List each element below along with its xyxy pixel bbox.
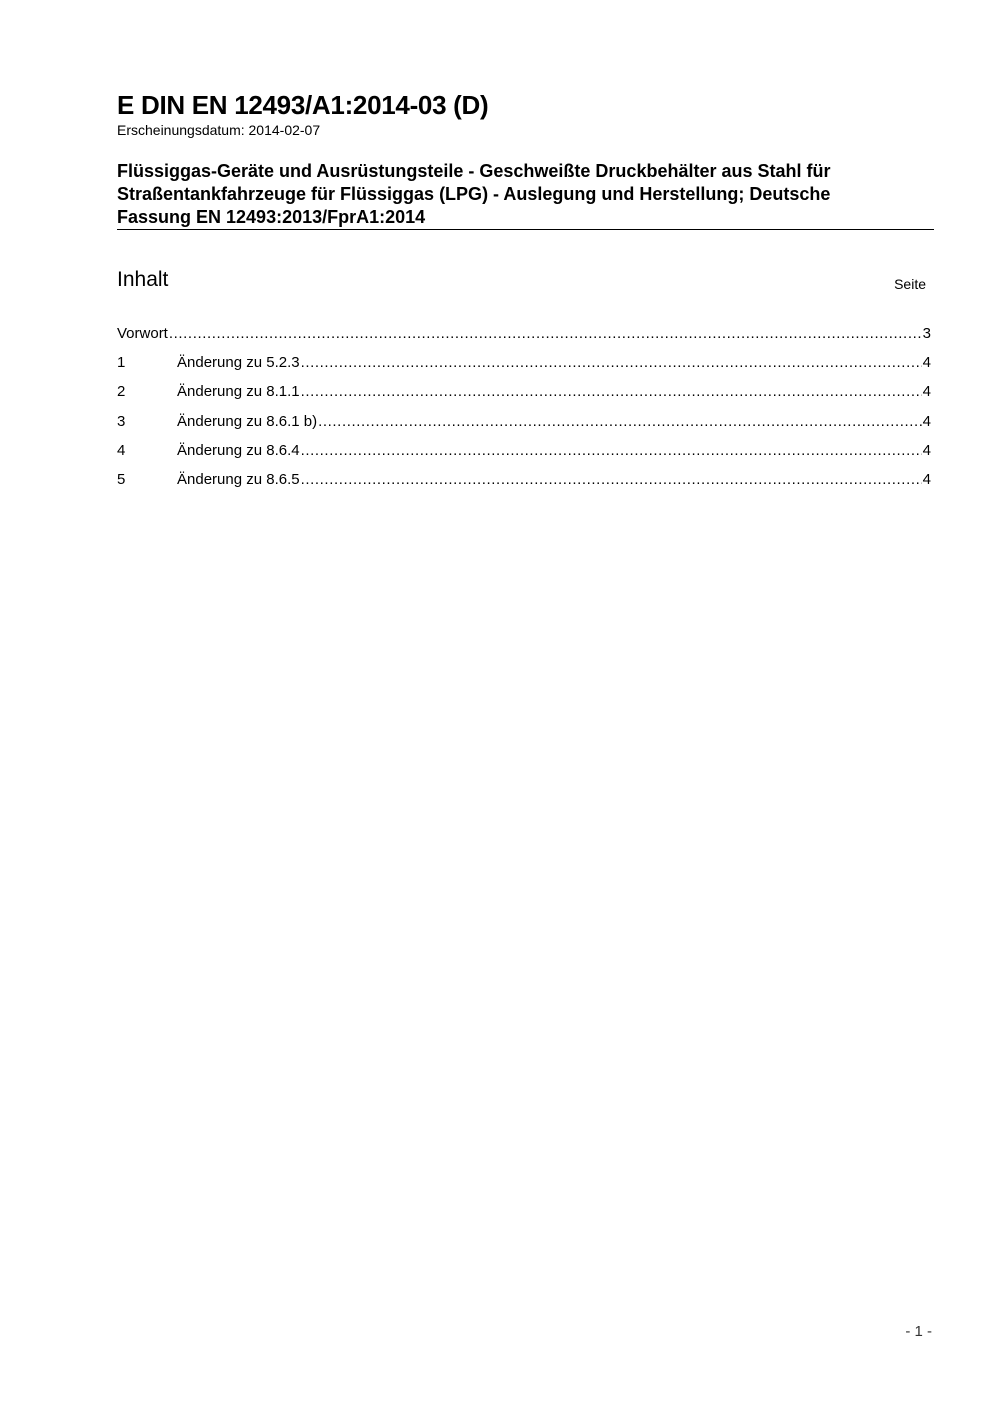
toc-dot-leader [169, 325, 922, 342]
toc-entry-5[interactable] [117, 471, 931, 500]
toc-entry-number: 3 [117, 412, 126, 430]
page-number: - 1 - [905, 1323, 932, 1340]
release-date: Erscheinungsdatum: 2014-02-07 [117, 122, 321, 138]
toc-entry-label: Änderung zu 5.2.3 [177, 354, 300, 372]
toc-entry-page: 4 [922, 470, 931, 488]
toc-entry-page: 3 [922, 325, 931, 342]
toc-dot-leader [301, 442, 922, 459]
toc-entry-page: 4 [922, 383, 931, 401]
toc-entry-page: 4 [922, 354, 931, 372]
table-of-contents [117, 325, 931, 500]
document-title [117, 160, 937, 229]
toc-entry-1[interactable] [117, 354, 931, 383]
toc-entry-3[interactable] [117, 413, 931, 442]
toc-entry-label: Änderung zu 8.6.4 [177, 441, 300, 459]
document-title-line: Straßentankfahrzeuge für Flüssiggas (LPG) - Auslegung und Herstellung; Deutsche [117, 184, 831, 204]
toc-dot-leader [301, 471, 922, 488]
toc-entry-number: 1 [117, 354, 126, 372]
toc-dot-leader [318, 413, 922, 430]
toc-entry-page: 4 [922, 412, 931, 430]
toc-page-column-heading: Seite [894, 276, 926, 292]
document-title-line: Fassung EN 12493:2013/FprA1:2014 [117, 207, 426, 227]
document-title-line: Flüssiggas-Geräte und Ausrüstungsteile - Geschweißte Druckbehälter aus Stahl für [117, 161, 831, 181]
toc-heading: Inhalt [117, 268, 169, 291]
toc-entry-label: Änderung zu 8.6.5 [177, 470, 300, 488]
document-number: E DIN EN 12493/A1:2014-03 (D) [117, 90, 489, 120]
toc-entry-label: Vorwort [117, 325, 168, 342]
toc-entry-2[interactable] [117, 383, 931, 412]
toc-dot-leader [301, 354, 922, 371]
toc-entry-label: Änderung zu 8.6.1 b) [177, 412, 318, 430]
title-divider [117, 229, 934, 230]
toc-entry-number: 4 [117, 441, 126, 459]
toc-entry-number: 2 [117, 383, 126, 401]
toc-entry-number: 5 [117, 470, 126, 488]
toc-entry-label: Änderung zu 8.1.1 [177, 383, 300, 401]
toc-entry-vorwort[interactable] [117, 325, 931, 354]
toc-entry-page: 4 [922, 441, 931, 459]
toc-entry-4[interactable] [117, 442, 931, 471]
toc-dot-leader [301, 383, 922, 400]
